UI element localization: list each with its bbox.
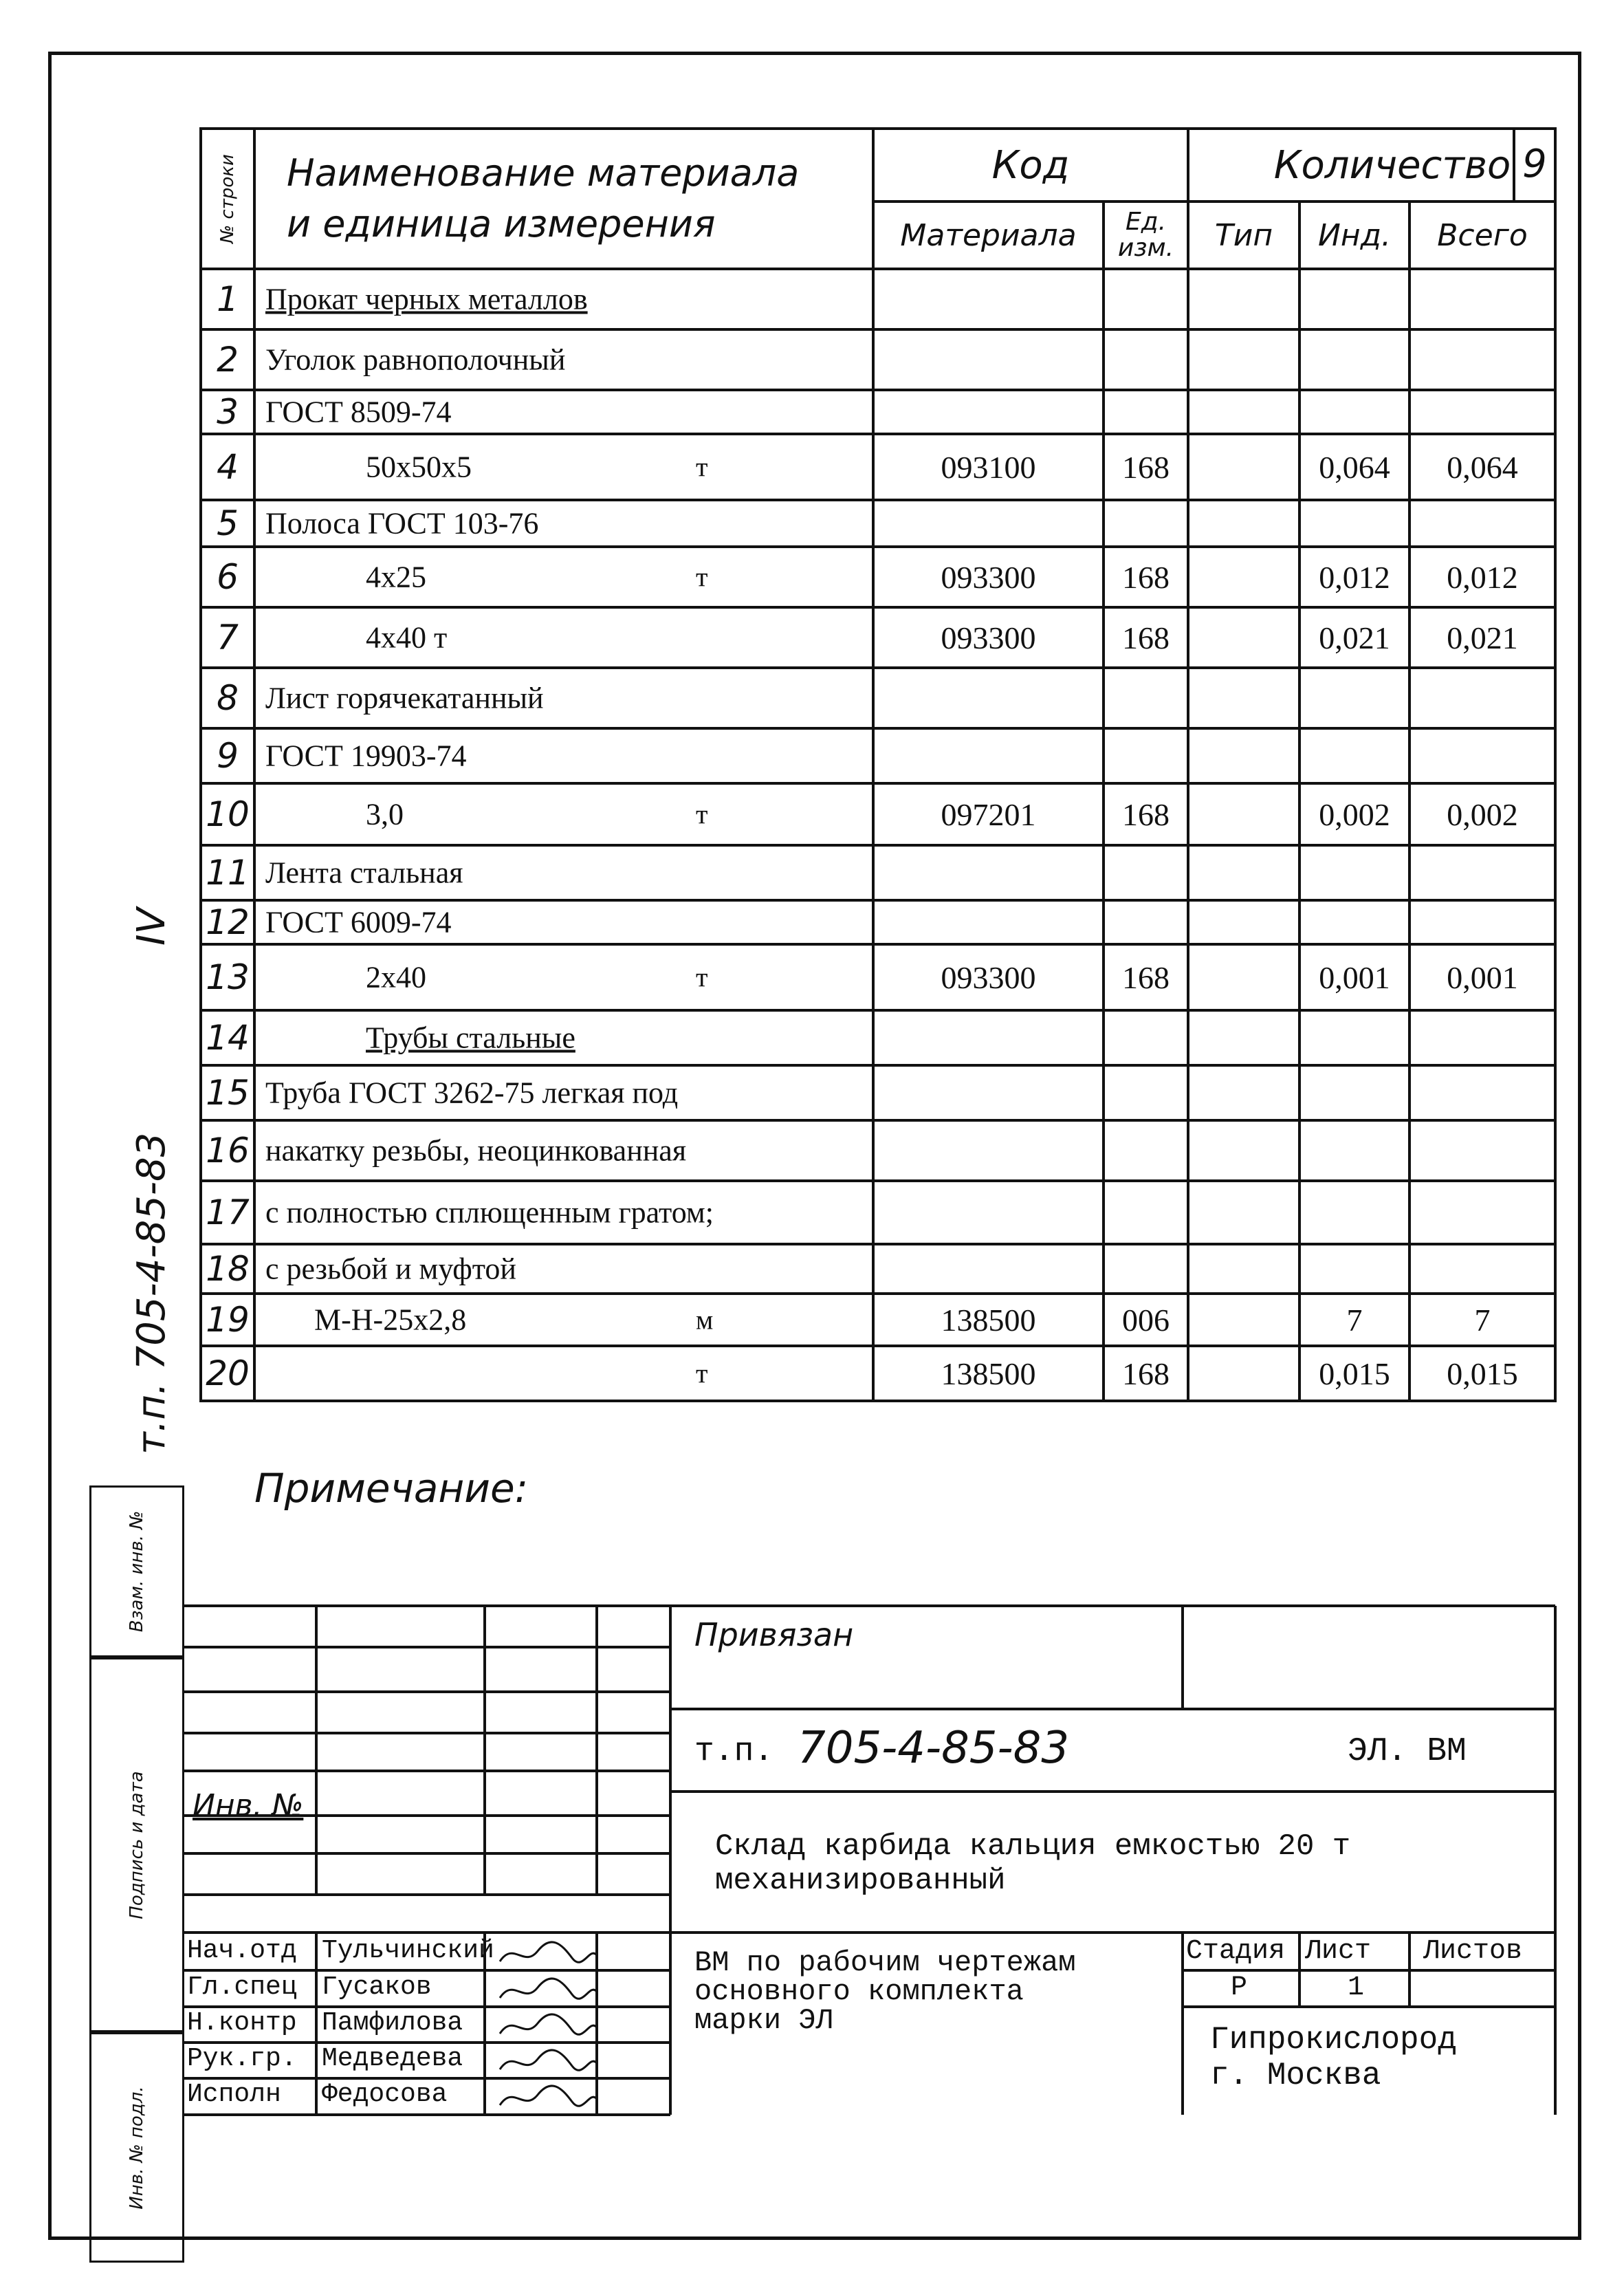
side-project-label: т.п. 705-4-85-83	[129, 1132, 174, 1455]
header-unit-line2: изм.	[1117, 234, 1174, 262]
signature-mark	[496, 2010, 600, 2044]
sheet-number: 9	[1513, 130, 1554, 200]
row-unit: т	[696, 1358, 708, 1389]
side-roman-label: IV	[129, 908, 174, 946]
header-rownum: № строки	[201, 129, 254, 269]
row-total: 0,001	[1409, 944, 1555, 1010]
binding-replace-inv: Взам. инв. №	[89, 1485, 184, 1657]
row-unit-code: 168	[1104, 944, 1188, 1010]
row-number: 1	[201, 269, 254, 329]
row-total: 0,012	[1409, 547, 1555, 607]
row-material-code: 093300	[873, 547, 1104, 607]
stamp-title-line1: Склад карбида кальция емкостью 20 т	[715, 1829, 1351, 1864]
row-unit: т	[696, 451, 708, 483]
row-name-text: ГОСТ 8509-74	[265, 395, 452, 429]
header-type: Тип	[1188, 202, 1299, 269]
stamp-title-line2: механизированный	[715, 1864, 1006, 1898]
row-material-code: 138500	[873, 1346, 1104, 1401]
row-name-text: с полностью сплющенным гратом;	[265, 1195, 714, 1230]
row-name-text: Уголок равнополочный	[265, 342, 566, 377]
row-material-code: 093300	[873, 607, 1104, 668]
row-number: 18	[201, 1244, 254, 1294]
binding-original-inv: Инв. № подл.	[89, 2032, 184, 2263]
row-unit-code: 168	[1104, 783, 1188, 845]
row-total: 0,064	[1409, 434, 1555, 500]
header-ind: Инд.	[1299, 202, 1409, 269]
row-number: 20	[201, 1346, 254, 1401]
stamp-privyazan: Привязан	[694, 1616, 854, 1653]
row-ind: 0,001	[1299, 944, 1409, 1010]
row-name-text: с резьбой и муфтой	[265, 1252, 516, 1286]
header-name-line2: и единица измерения	[287, 202, 716, 246]
row-number: 17	[201, 1181, 254, 1244]
row-unit-code: 168	[1104, 547, 1188, 607]
stamp-person-name: Федосова	[322, 2080, 448, 2109]
row-number: 19	[201, 1294, 254, 1346]
signature-mark	[496, 2081, 600, 2115]
row-unit: т	[696, 561, 708, 593]
stamp-role: Гл.спец	[187, 1972, 297, 2002]
row-total: 0,021	[1409, 607, 1555, 668]
row-total: 0,002	[1409, 783, 1555, 845]
row-material-code: 097201	[873, 783, 1104, 845]
row-unit: м	[696, 1304, 714, 1336]
row-ind: 0,002	[1299, 783, 1409, 845]
stamp-mark: ЭЛ. ВМ	[1348, 1733, 1467, 1770]
stamp-role: Рук.гр.	[187, 2044, 297, 2073]
stamp-person-name: Гусаков	[322, 1972, 432, 2002]
row-ind: 0,015	[1299, 1346, 1409, 1401]
stamp-doc-line1: ВМ по рабочим чертежам	[694, 1946, 1076, 1979]
row-name-text: накатку резьбы, неоцинкованная	[265, 1133, 687, 1168]
stamp-sheet-label: Лист	[1305, 1936, 1372, 1967]
stamp-role: Нач.отд	[187, 1936, 297, 1966]
row-material-code: 138500	[873, 1294, 1104, 1346]
signature-mark	[496, 1974, 600, 2008]
row-name-text: Трубы стальные	[366, 1021, 575, 1055]
row-name-text: 2x40	[366, 960, 426, 994]
stamp-stage-value: Р	[1231, 1972, 1248, 2003]
row-ind: 0,012	[1299, 547, 1409, 607]
row-name-text: 3,0	[366, 797, 404, 831]
stamp-role: Н.контр	[187, 2008, 297, 2038]
row-number: 11	[201, 845, 254, 900]
signature-mark	[496, 2045, 600, 2080]
stamp-doc-line3: марки ЭЛ	[694, 2004, 833, 2037]
row-number: 3	[201, 390, 254, 434]
header-name-line1: Наименование материала	[287, 151, 800, 195]
row-name-text: Труба ГОСТ 3262-75 легкая под	[265, 1076, 679, 1110]
row-ind: 0,021	[1299, 607, 1409, 668]
row-unit-code: 168	[1104, 1346, 1188, 1401]
stamp-person-name: Тульчинский	[322, 1936, 494, 1966]
row-unit: т	[696, 798, 708, 830]
stamp-doc-line2: основного комплекта	[694, 1975, 1024, 2008]
signature-mark	[496, 1937, 600, 1972]
row-number: 12	[201, 900, 254, 944]
row-name-text: ГОСТ 19903-74	[265, 739, 467, 773]
row-name-text: Лента стальная	[265, 856, 463, 890]
stamp-role: Исполн	[187, 2080, 281, 2109]
note-label: Примечание:	[254, 1465, 529, 1512]
stamp-tp-prefix: т.п.	[694, 1733, 774, 1770]
row-unit: т	[696, 961, 708, 993]
header-unit-line1: Ед.	[1125, 208, 1167, 236]
row-material-code: 093100	[873, 434, 1104, 500]
stamp-sheet-value: 1	[1348, 1972, 1365, 2003]
header-code: Код	[873, 129, 1188, 202]
row-number: 5	[201, 500, 254, 547]
binding-signature-date: Подпись и дата	[89, 1657, 184, 2032]
row-number: 10	[201, 783, 254, 845]
row-number: 9	[201, 728, 254, 783]
row-number: 2	[201, 329, 254, 390]
row-unit-code: 006	[1104, 1294, 1188, 1346]
row-total: 7	[1409, 1294, 1555, 1346]
stamp-person-name: Медведева	[322, 2044, 463, 2073]
header-quantity-label: Количество	[1273, 142, 1511, 188]
row-number: 4	[201, 434, 254, 500]
row-name-text: 4x25	[366, 560, 426, 594]
row-total: 0,015	[1409, 1346, 1555, 1401]
row-ind: 7	[1299, 1294, 1409, 1346]
header-total: Всего	[1409, 202, 1555, 269]
row-name-text: 4x40 т	[366, 620, 448, 655]
stamp-org-line2: г. Москва	[1210, 2058, 1381, 2093]
row-number: 16	[201, 1120, 254, 1181]
header-material: Материала	[873, 202, 1104, 269]
row-ind: 0,064	[1299, 434, 1409, 500]
row-number: 13	[201, 944, 254, 1010]
stamp-sheets-label: Листов	[1423, 1936, 1523, 1967]
stamp-inv-no: Инв. №	[193, 1788, 304, 1823]
stamp-stage-label: Стадия	[1186, 1936, 1286, 1967]
row-name-text: ГОСТ 6009-74	[265, 905, 452, 939]
row-name-text: Прокат черных металлов	[265, 282, 588, 316]
row-number: 14	[201, 1010, 254, 1065]
stamp-tp-number: 705-4-85-83	[798, 1723, 1070, 1774]
row-name-text: М-Н-25x2,8	[314, 1303, 467, 1337]
row-unit-code: 168	[1104, 607, 1188, 668]
row-unit-code: 168	[1104, 434, 1188, 500]
row-number: 6	[201, 547, 254, 607]
row-number: 7	[201, 607, 254, 668]
row-name-text: Полоса ГОСТ 103-76	[265, 506, 539, 541]
row-number: 15	[201, 1065, 254, 1120]
row-name-text: 50x50x5	[366, 450, 472, 484]
row-name-text: Лист горячекатанный	[265, 681, 544, 715]
stamp-org-line1: Гипрокислород	[1210, 2022, 1457, 2058]
row-number: 8	[201, 668, 254, 728]
stamp-person-name: Памфилова	[322, 2008, 463, 2038]
row-material-code: 093300	[873, 944, 1104, 1010]
